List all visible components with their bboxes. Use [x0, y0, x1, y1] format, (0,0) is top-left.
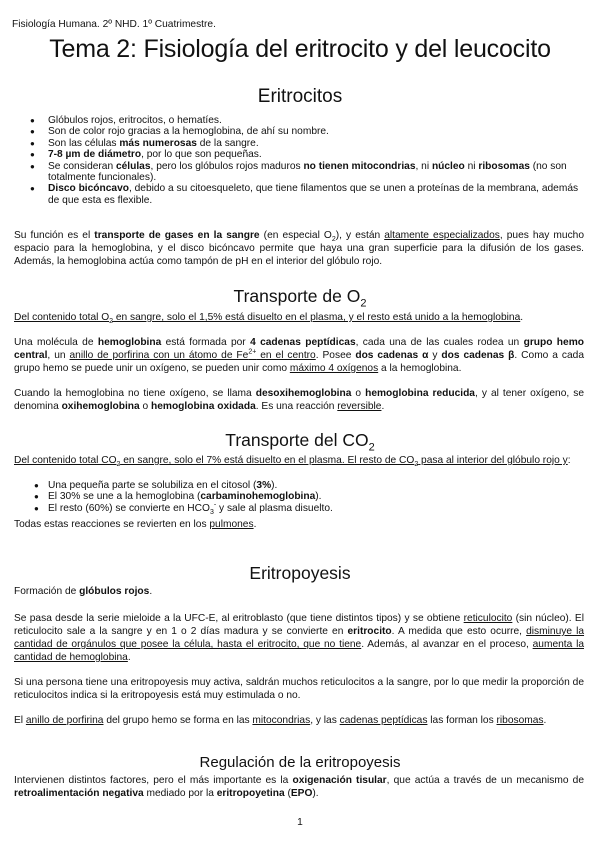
bullet-text: (no son totalmente funcionales). [48, 160, 567, 184]
list-item [30, 161, 582, 184]
bullet-text: Una pequeña parte se solubiliza en el citosol ( [48, 480, 257, 491]
bold-text: dos cadenas β [441, 350, 515, 361]
text: , y las [310, 715, 340, 726]
bold-text: glóbulos rojos [79, 586, 150, 597]
text: o [139, 401, 152, 412]
text: Intervienen distintos factores, pero el más importante es la [14, 775, 293, 786]
subscript: 3 [209, 508, 214, 516]
text: las forman los [427, 715, 497, 726]
underlined-text: aumenta la cantidad de hemoglobina [14, 639, 584, 663]
underlined-text: reticulocito [463, 613, 513, 624]
bold-text: hemoglobina oxidada [151, 401, 256, 412]
paragraph-reversion [14, 518, 584, 531]
underlined-text: pulmones [209, 519, 254, 530]
text: (en especial O [259, 230, 332, 241]
underlined-text: Del contenido total CO [14, 455, 117, 466]
eritrocitos-bullet-list [30, 115, 582, 206]
text: ). [312, 788, 319, 799]
section-heading-transporte-o2 [0, 286, 600, 310]
text: ( [284, 788, 291, 799]
text: (sin núcleo). El reticulocito sale a la sangre y en 1 o 2 días madura y se convierte en [14, 613, 584, 637]
text: , pues hay mucho espacio para la hemoglobina, y el disco bicóncavo permite que haya una gran superficie para la difusión de los gases. Además, la hemoglobina actúa como tampón de pH en el interior del glóbulo rojo. [14, 230, 584, 267]
text: . Es una reacción [255, 401, 338, 412]
list-item [34, 503, 574, 514]
paragraph-reticulocitos: Si una persona tiene una eritropoyesis muy activa, saldrán muchos reticulocitos a la sangre, por lo que medir la proporción de reticulocitos indica si la eritropoyesis está muy estimulada o no. [14, 677, 584, 701]
underlined-text: pasa al interior del glóbulo rojo y [418, 455, 568, 466]
text: . Como a cada grupo hemo se puede unir un oxígeno, se pueden unir como [14, 350, 584, 374]
bold-text: más numerosas [119, 137, 197, 149]
underlined-text: cadenas peptídicas [339, 715, 428, 726]
underlined-text: en sangre, solo el 7% está disuelto en el plasma. El resto de CO [120, 455, 415, 466]
bold-text: eritropoyetina [216, 788, 285, 799]
list-item [30, 126, 582, 137]
subscript: 2 [109, 318, 114, 326]
text: . [543, 715, 547, 726]
paragraph-regulacion [14, 774, 584, 800]
bold-text: eritrocito [347, 626, 392, 637]
text: o [351, 388, 366, 399]
text: , un [47, 350, 70, 361]
co2-bullet-list [34, 480, 574, 514]
bold-text: núcleo [431, 160, 465, 172]
text: : [567, 455, 571, 466]
list-item [30, 138, 582, 149]
paragraph-o2-total [14, 311, 584, 324]
paragraph-porfirina [14, 714, 584, 727]
text: . [520, 312, 524, 323]
list-item [30, 149, 582, 160]
text: ), y están [335, 230, 385, 241]
text: . A medida que esto ocurre, [391, 626, 527, 637]
subscript: 2 [414, 461, 419, 469]
bold-text: 3% [256, 480, 272, 491]
bold-text: transporte de gases en la sangre [94, 230, 260, 241]
superscript: 2+ [248, 348, 257, 356]
paragraph-formacion [14, 585, 584, 598]
list-item [30, 183, 582, 206]
underlined-text: altamente especializados [384, 230, 500, 241]
list-item [34, 480, 574, 491]
subscript: 2 [116, 461, 121, 469]
text: El [14, 715, 26, 726]
underlined-text: en sangre, solo el 1,5% está disuelto en el plasma, y el resto está unido a la hemoglobina [113, 312, 521, 323]
bold-text: hemoglobina [97, 337, 162, 348]
text: . Posee [315, 350, 356, 361]
paragraph-hemoglobina [14, 336, 584, 375]
bullet-text: El 30% se une a la hemoglobina ( [48, 491, 201, 503]
bullet-text: ni [464, 160, 479, 172]
text: Una molécula de [14, 337, 98, 348]
bold-text: 4 cadenas peptídicas [250, 337, 356, 348]
document-header: Fisiología Humana. 2º NHD. 1º Cuatrimestre. [12, 19, 216, 30]
bold-text: no tienen mitocondrias [303, 160, 416, 172]
bold-text: dos cadenas α [355, 350, 429, 361]
bullet-text: de la sangre. [196, 137, 259, 149]
bold-text: desoxihemoglobina [255, 388, 352, 399]
text: Su función es el [14, 230, 95, 241]
paragraph-desoxihemoglobina [14, 387, 584, 413]
subscript: 2 [331, 236, 336, 244]
bullet-text: Son las células [48, 137, 120, 149]
text: . Además, al avanzar en el proceso, [361, 639, 533, 650]
bullet-text: Se consideran [48, 160, 116, 172]
text: Se pasa desde la serie mieloide a la UFC-E, al eritroblasto (que tiene distintos tipos) y se obtiene [14, 613, 464, 624]
bold-text: retroalimentación negativa [14, 788, 144, 799]
subscript: 2 [368, 441, 375, 454]
heading-text: Transporte de O [233, 286, 361, 306]
section-heading-eritrocitos: Eritrocitos [257, 86, 343, 107]
text: . [381, 401, 385, 412]
paragraph-function [14, 229, 584, 268]
bold-text: grupo hemo central [14, 337, 584, 361]
bold-text: hemoglobina reducida [365, 388, 475, 399]
underlined-text: ribosomas [496, 715, 544, 726]
page-title: Tema 2: Fisiología del eritrocito y del leucocito [49, 35, 551, 63]
bold-text: carbaminohemoglobina [200, 491, 316, 503]
bold-text: Disco bicóncavo [48, 183, 129, 195]
section-heading-transporte-co2 [0, 430, 600, 454]
bullet-text: El resto (60%) se convierte en HCO [48, 502, 210, 514]
underlined-text: Del contenido total O [14, 312, 110, 323]
text: Todas estas reacciones se revierten en los [14, 519, 210, 530]
text: , cada una de las cuales rodea un [355, 337, 524, 348]
list-item [34, 491, 574, 502]
bold-text: células [115, 160, 151, 172]
text: del grupo hemo se forma en las [103, 715, 253, 726]
text: . [149, 586, 153, 597]
text: y [428, 350, 442, 361]
bold-text: oxigenación tisular [292, 775, 387, 786]
text: , y al tener oxígeno, se denomina [14, 388, 584, 412]
text: está formada por [161, 337, 251, 348]
bullet-text: Glóbulos rojos, eritrocitos, o hematíes. [48, 115, 222, 126]
text: , que actúa a través de un mecanismo de [386, 775, 584, 786]
bullet-text: , pero los glóbulos rojos maduros [150, 160, 304, 172]
subscript: 2 [360, 297, 367, 310]
bold-text: 7-8 µm de diámetro [48, 149, 142, 161]
bullet-text: ). [271, 480, 278, 491]
text: . [127, 652, 131, 663]
underlined-text: disminuye la cantidad de orgánulos que posee la célula, hasta el eritrocito, que no tiene [14, 626, 585, 650]
superscript: - [213, 501, 217, 509]
bullet-text: , debido a su citoesqueleto, que tiene filamentos que se unen a proteínas de la membrana, además de que esta es flexible. [48, 183, 579, 206]
text: Cuando la hemoglobina no tiene oxígeno, se llama [14, 388, 256, 399]
paragraph-co2-total [14, 454, 584, 467]
text: . [253, 519, 257, 530]
page-number: 1 [297, 817, 303, 828]
bullet-text: ). [315, 491, 322, 503]
text: mediado por la [143, 788, 217, 799]
section-heading-eritropoyesis: Eritropoyesis [249, 563, 351, 583]
heading-text: Transporte del CO [225, 430, 369, 450]
bullet-text: , por lo que son pequeñas. [141, 149, 262, 161]
bold-text: EPO [290, 788, 313, 799]
underlined-text: máximo 4 oxígenos [289, 363, 379, 374]
text: Formación de [14, 586, 80, 597]
bullet-text: Son de color rojo gracias a la hemoglobina, de ahí su nombre. [48, 126, 329, 138]
text: a la hemoglobina. [378, 363, 462, 374]
bold-text: oxihemoglobina [61, 401, 140, 412]
bullet-text: y sale al plasma disuelto. [216, 502, 333, 514]
bullet-text: , ni [415, 160, 432, 172]
underlined-text: reversible [337, 401, 382, 412]
underlined-text: anillo de porfirina [25, 715, 104, 726]
underlined-text: en el centro [256, 350, 316, 361]
underlined-text: anillo de porfirina con un átomo de Fe [69, 350, 249, 361]
bold-text: ribosomas [478, 160, 530, 172]
section-heading-regulacion: Regulación de la eritropoyesis [199, 754, 401, 771]
paragraph-serie-mieloide [14, 612, 584, 664]
list-item [30, 115, 582, 126]
underlined-text: mitocondrias [252, 715, 311, 726]
